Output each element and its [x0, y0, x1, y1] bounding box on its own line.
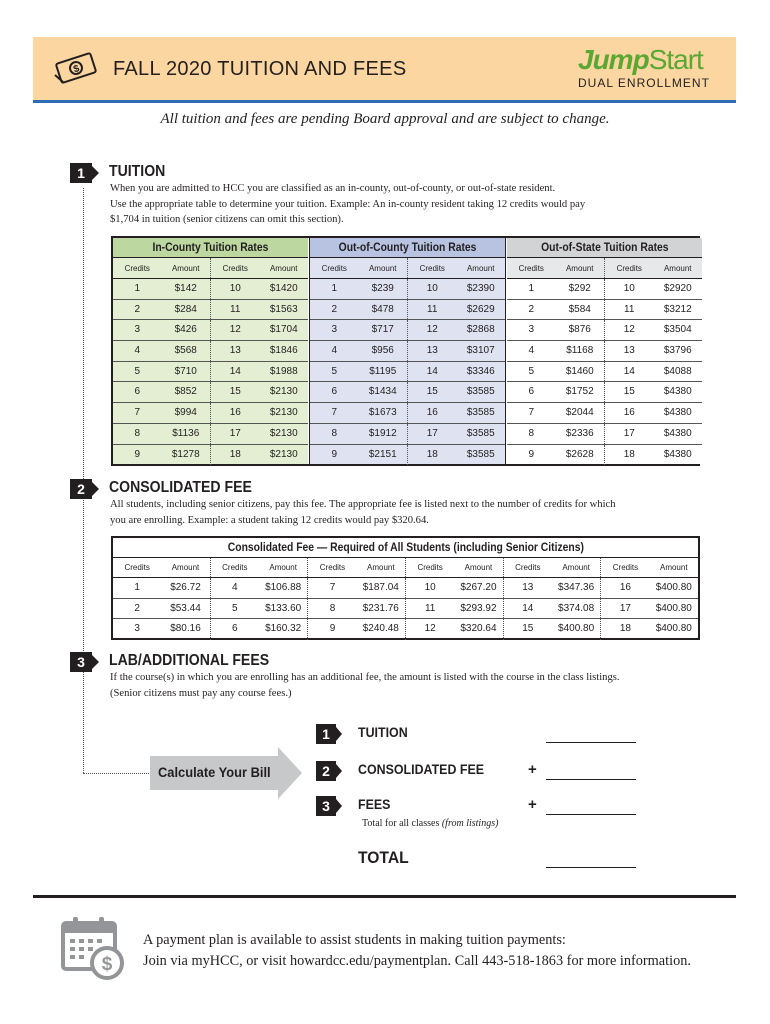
table-title: [507, 238, 702, 258]
column-header-credits: Credits: [307, 558, 356, 577]
table-cell: 10: [604, 279, 654, 299]
table-row: [507, 424, 702, 445]
table-row: [310, 300, 505, 321]
section-number-badge: 2: [70, 479, 92, 499]
column-header-credits: Credits: [210, 258, 260, 278]
column-header-amount: Amount: [367, 563, 395, 572]
table-cell: 6: [528, 386, 535, 398]
disclaimer: All tuition and fees are pending Board approval and are subject to change.: [160, 111, 610, 127]
table-cell: 5: [134, 365, 141, 377]
jumpstart-logo: [578, 44, 718, 90]
table-cell: $2044: [565, 407, 594, 419]
in-county-table: [113, 238, 308, 464]
table-cell: $3346: [466, 365, 495, 377]
column-header-credits: Credits: [604, 258, 654, 278]
consolidated-blank-line[interactable]: [546, 779, 636, 780]
column-header-amount: Amount: [464, 563, 493, 572]
table-cell: 11: [407, 300, 457, 320]
table-cell: $400.80: [655, 623, 692, 635]
table-row: [310, 341, 505, 362]
table-cell: $426: [174, 324, 197, 336]
table-cell: 1: [134, 283, 141, 294]
table-title-text: In-County Tuition Rates: [152, 242, 269, 254]
payment-plan-text: [143, 930, 691, 972]
table-cell: $106.88: [265, 582, 302, 593]
fees-subtext-a: Total for all classes: [362, 818, 442, 829]
table-cell: $1195: [369, 365, 397, 377]
plus-sign: +: [528, 761, 537, 778]
section-body-tuition: [110, 181, 655, 228]
table-cell: 9: [134, 448, 141, 460]
table-cell: $1168: [566, 345, 594, 357]
table-cell: 10: [405, 578, 454, 598]
column-header-amount: Amount: [466, 264, 495, 273]
table-cell: $1988: [269, 365, 298, 377]
table-row: [507, 382, 702, 403]
table-row: [113, 300, 308, 321]
column-header-credits: Credits: [407, 258, 457, 278]
table-cell: 13: [407, 341, 457, 361]
table-cell: $956: [371, 345, 394, 357]
table-row: [310, 445, 505, 466]
plus-sign: +: [528, 796, 537, 813]
table-cell: $2130: [269, 448, 298, 460]
table-cell: $4380: [663, 448, 692, 460]
table-cell: $284: [174, 303, 197, 315]
table-cell: $3585: [466, 386, 495, 398]
column-header-credits: Credits: [321, 264, 347, 273]
body-line: Use the appropriate table to determine your tuition. Example: An in-county resident taking 12 credits would pay: [110, 198, 586, 210]
svg-text:$: $: [72, 63, 81, 76]
fee-table-title-text: Consolidated Fee — Required of All Students (including Senior Citizens): [227, 542, 584, 554]
section-title-tuition: TUITION: [109, 163, 166, 180]
table-cell: $2629: [466, 303, 495, 315]
table-cell: 17: [210, 424, 260, 444]
table-cell: $3585: [466, 407, 495, 419]
fee-table-header-row: [113, 558, 698, 578]
table-cell: 8: [134, 427, 141, 439]
table-cell: $53.44: [170, 602, 201, 614]
calc-consolidated-label: CONSOLIDATED FEE: [358, 762, 485, 777]
column-header-credits: Credits: [124, 563, 150, 572]
calc-tuition-label: TUITION: [358, 725, 408, 740]
table-cell: 8: [331, 427, 338, 439]
column-header-amount: Amount: [659, 563, 688, 572]
table-cell: 11: [210, 300, 260, 320]
table-cell: 14: [604, 362, 654, 382]
table-cell: 6: [134, 386, 141, 398]
column-header-amount: Amount: [171, 264, 200, 273]
table-cell: $80.16: [170, 623, 201, 635]
table-row: [507, 320, 702, 341]
table-cell: $1912: [368, 427, 397, 439]
table-cell: $133.60: [265, 602, 302, 614]
table-row: [310, 320, 505, 341]
table-title-text: Out-of-State Tuition Rates: [540, 242, 669, 254]
table-cell: $240.48: [362, 623, 399, 635]
section-number-badge: 1: [70, 163, 92, 183]
table-cell: 2: [331, 303, 338, 315]
column-header-credits: Credits: [405, 558, 454, 577]
table-row: [113, 599, 698, 620]
header-band: [33, 37, 736, 100]
fees-subtext-b: (from listings): [441, 818, 499, 829]
table-row: [310, 382, 505, 403]
column-header-amount: Amount: [368, 264, 397, 273]
out-of-county-table: [309, 238, 506, 464]
table-cell: $400.80: [655, 602, 692, 614]
column-header-amount: Amount: [562, 563, 590, 572]
table-cell: $231.76: [362, 602, 399, 614]
column-header-credits: Credits: [518, 264, 544, 273]
consolidated-fee-table: [111, 536, 700, 640]
table-cell: $2628: [565, 448, 594, 460]
table-cell: 7: [307, 578, 356, 598]
logo-jump: Jump: [578, 44, 649, 75]
table-row: [113, 424, 308, 445]
table-cell: 16: [604, 403, 654, 423]
table-cell: $374.08: [558, 602, 595, 614]
table-title: [113, 238, 308, 258]
table-row: [310, 279, 505, 300]
table-cell: $320.64: [460, 623, 497, 635]
table-cell: $142: [174, 283, 197, 294]
column-header-credits: Credits: [210, 558, 259, 577]
column-header-amount: Amount: [269, 563, 297, 572]
table-cell: 12: [407, 320, 457, 340]
section-title-consolidated: CONSOLIDATED FEE: [109, 479, 252, 496]
table-row: [113, 341, 308, 362]
table-cell: $4380: [663, 427, 692, 439]
table-cell: $3585: [466, 448, 495, 460]
column-header-amount: Amount: [565, 264, 594, 273]
table-cell: 15: [604, 382, 654, 402]
table-cell: $267.20: [460, 582, 497, 593]
table-cell: $2130: [269, 386, 298, 398]
table-cell: $400.80: [655, 582, 692, 593]
calendar-dollar-icon: [60, 915, 126, 981]
bottom-rule: [33, 895, 736, 898]
table-cell: 3: [134, 623, 140, 635]
table-cell: 13: [503, 578, 552, 598]
table-cell: $1563: [269, 303, 298, 315]
header-rule: [33, 100, 736, 103]
fees-blank-line[interactable]: [546, 814, 636, 815]
table-cell: 1: [134, 582, 140, 593]
table-cell: $26.72: [170, 582, 201, 593]
table-cell: 4: [210, 578, 259, 598]
svg-text:$: $: [101, 954, 113, 975]
table-cell: $3796: [663, 345, 692, 357]
table-cell: 8: [307, 599, 356, 619]
table-cell: 9: [528, 448, 535, 460]
column-header-amount: Amount: [171, 563, 200, 572]
table-cell: 12: [604, 320, 654, 340]
payment-line-2: Join via myHCC, or visit howardcc.edu/paymentplan. Call 443-518-1863 for more information.: [143, 953, 691, 969]
table-cell: $187.04: [362, 582, 399, 593]
table-row: [113, 445, 308, 466]
table-cell: 14: [503, 599, 552, 619]
table-cell: 17: [600, 599, 649, 619]
table-title-text: Out-of-County Tuition Rates: [338, 242, 477, 254]
table-cell: 7: [331, 407, 338, 419]
table-cell: 6: [210, 619, 259, 640]
table-row: [113, 619, 698, 640]
table-cell: $876: [568, 324, 591, 336]
table-row: [507, 300, 702, 321]
table-row: [507, 279, 702, 300]
table-cell: $1673: [368, 407, 397, 419]
table-cell: $584: [568, 303, 591, 315]
total-blank-line[interactable]: [546, 867, 636, 868]
table-cell: 8: [528, 427, 535, 439]
table-cell: 11: [405, 599, 454, 619]
table-cell: 14: [407, 362, 457, 382]
table-cell: 3: [134, 324, 141, 336]
column-header-credits: Credits: [124, 264, 150, 273]
table-cell: $2130: [269, 407, 298, 419]
table-cell: 5: [331, 365, 338, 377]
column-header-row: [507, 258, 702, 279]
table-cell: 15: [503, 619, 552, 640]
table-row: [113, 362, 308, 383]
table-row: [310, 403, 505, 424]
table-cell: 1: [528, 283, 535, 294]
table-cell: $1752: [565, 386, 594, 398]
table-cell: 16: [407, 403, 457, 423]
body-line: When you are admitted to HCC you are classified as an in-county, out-of-county, or out-of-state resident.: [110, 183, 556, 194]
table-row: [113, 320, 308, 341]
table-cell: 9: [331, 448, 338, 460]
table-cell: $710: [174, 365, 197, 377]
table-cell: 7: [528, 407, 535, 419]
table-cell: $4380: [663, 407, 692, 419]
table-row: [507, 403, 702, 424]
dollar-bill-icon: [53, 51, 99, 85]
logo-start: Start: [648, 44, 703, 75]
table-cell: $2868: [466, 324, 495, 336]
table-cell: 18: [604, 445, 654, 466]
table-cell: 16: [210, 403, 260, 423]
table-cell: $568: [174, 345, 197, 357]
table-cell: $347.36: [558, 582, 595, 593]
body-line: All students, including senior citizens, pay this fee. The appropriate fee is listed next to the number of credits for which: [110, 499, 616, 510]
table-cell: 15: [407, 382, 457, 402]
table-row: [113, 382, 308, 403]
table-cell: 5: [210, 599, 259, 619]
section-number-badge: 3: [70, 652, 92, 672]
table-cell: 16: [600, 578, 649, 598]
table-cell: 17: [407, 424, 457, 444]
table-cell: 4: [134, 345, 141, 357]
column-header-amount: Amount: [269, 264, 298, 273]
table-cell: 2: [134, 303, 141, 315]
table-cell: $239: [371, 283, 394, 294]
table-cell: $2920: [663, 283, 692, 294]
section-body-consolidated: [110, 497, 710, 528]
table-row: [113, 403, 308, 424]
table-cell: $2390: [466, 283, 495, 294]
column-header-row: [113, 258, 308, 279]
table-cell: $3212: [663, 303, 692, 315]
table-cell: 18: [210, 445, 260, 466]
table-cell: $478: [371, 303, 394, 315]
table-cell: $4380: [663, 386, 692, 398]
connector-line: [83, 773, 151, 774]
table-cell: $1460: [565, 365, 594, 377]
calc-fees-label: FEES: [358, 797, 391, 812]
table-cell: $852: [174, 386, 197, 398]
logo-subtitle: DUAL ENROLLMENT: [578, 76, 710, 90]
table-cell: $3504: [663, 324, 692, 336]
tuition-table: [111, 236, 700, 466]
section-body-lab: [110, 670, 710, 701]
column-header-amount: Amount: [663, 264, 692, 273]
table-cell: $2130: [269, 427, 298, 439]
table-cell: 2: [528, 303, 535, 315]
table-cell: 12: [405, 619, 454, 640]
column-header-credits: Credits: [600, 558, 649, 577]
table-cell: 10: [210, 279, 260, 299]
table-row: [113, 578, 698, 599]
table-cell: 9: [307, 619, 356, 640]
table-cell: $1136: [172, 427, 200, 439]
table-cell: 3: [528, 324, 535, 336]
table-cell: 11: [604, 300, 654, 320]
table-cell: 12: [210, 320, 260, 340]
table-cell: 14: [210, 362, 260, 382]
table-cell: $4088: [663, 365, 692, 377]
table-cell: 5: [528, 365, 535, 377]
table-cell: 13: [604, 341, 654, 361]
table-cell: 18: [407, 445, 457, 466]
table-row: [507, 341, 702, 362]
section-title-lab: LAB/ADDITIONAL FEES: [109, 652, 270, 669]
table-cell: $1420: [269, 283, 298, 294]
table-row: [507, 362, 702, 383]
table-cell: 3: [331, 324, 338, 336]
table-cell: $994: [174, 407, 197, 419]
table-row: [310, 362, 505, 383]
total-label: TOTAL: [358, 848, 409, 867]
tuition-blank-line[interactable]: [546, 742, 636, 743]
table-cell: 17: [604, 424, 654, 444]
fees-subtext: [362, 818, 498, 829]
calc-number-badge: 3: [316, 796, 336, 816]
table-cell: $293.92: [460, 602, 497, 614]
table-row: [310, 424, 505, 445]
payment-line-1: A payment plan is available to assist students in making tuition payments:: [143, 932, 566, 948]
table-cell: $1434: [368, 386, 397, 398]
calculate-your-bill-label: Calculate Your Bill: [158, 764, 271, 780]
table-cell: $2336: [565, 427, 594, 439]
table-cell: $1846: [269, 345, 298, 357]
table-cell: 15: [210, 382, 260, 402]
table-cell: 7: [134, 407, 141, 419]
table-cell: $160.32: [265, 623, 302, 635]
table-cell: 10: [407, 279, 457, 299]
fee-table-title: [113, 538, 698, 558]
table-cell: $3585: [466, 427, 495, 439]
table-cell: $3107: [466, 345, 495, 357]
table-cell: 2: [134, 602, 140, 614]
table-cell: $1278: [171, 448, 200, 460]
body-line: If the course(s) in which you are enrolling has an additional fee, the amount is listed with the course in the class listings.: [110, 672, 620, 683]
table-cell: $717: [371, 324, 394, 336]
out-of-state-table: [507, 238, 702, 464]
table-row: [113, 279, 308, 300]
table-cell: 4: [331, 345, 338, 357]
table-cell: 6: [331, 386, 338, 398]
column-header-row: [310, 258, 505, 279]
table-cell: 4: [528, 345, 535, 357]
table-cell: 13: [210, 341, 260, 361]
body-line: $1,704 in tuition (senior citizens can omit this section).: [110, 214, 344, 225]
body-line: you are enrolling. Example: a student taking 12 credits would pay $320.64.: [110, 514, 429, 526]
table-cell: $292: [568, 283, 591, 294]
page-title: FALL 2020 TUITION AND FEES: [113, 58, 407, 80]
table-title: [310, 238, 505, 258]
fee-table-body: [113, 578, 698, 640]
table-cell: 18: [600, 619, 649, 640]
calc-number-badge: 2: [316, 761, 336, 781]
table-row: [507, 445, 702, 466]
table-cell: $2151: [368, 448, 397, 460]
body-line: (Senior citizens must pay any course fees.): [110, 687, 292, 699]
table-cell: $1704: [269, 324, 298, 336]
column-header-credits: Credits: [503, 558, 552, 577]
calc-number-badge: 1: [316, 724, 336, 744]
table-cell: 1: [331, 283, 338, 294]
table-cell: $400.80: [558, 623, 595, 635]
